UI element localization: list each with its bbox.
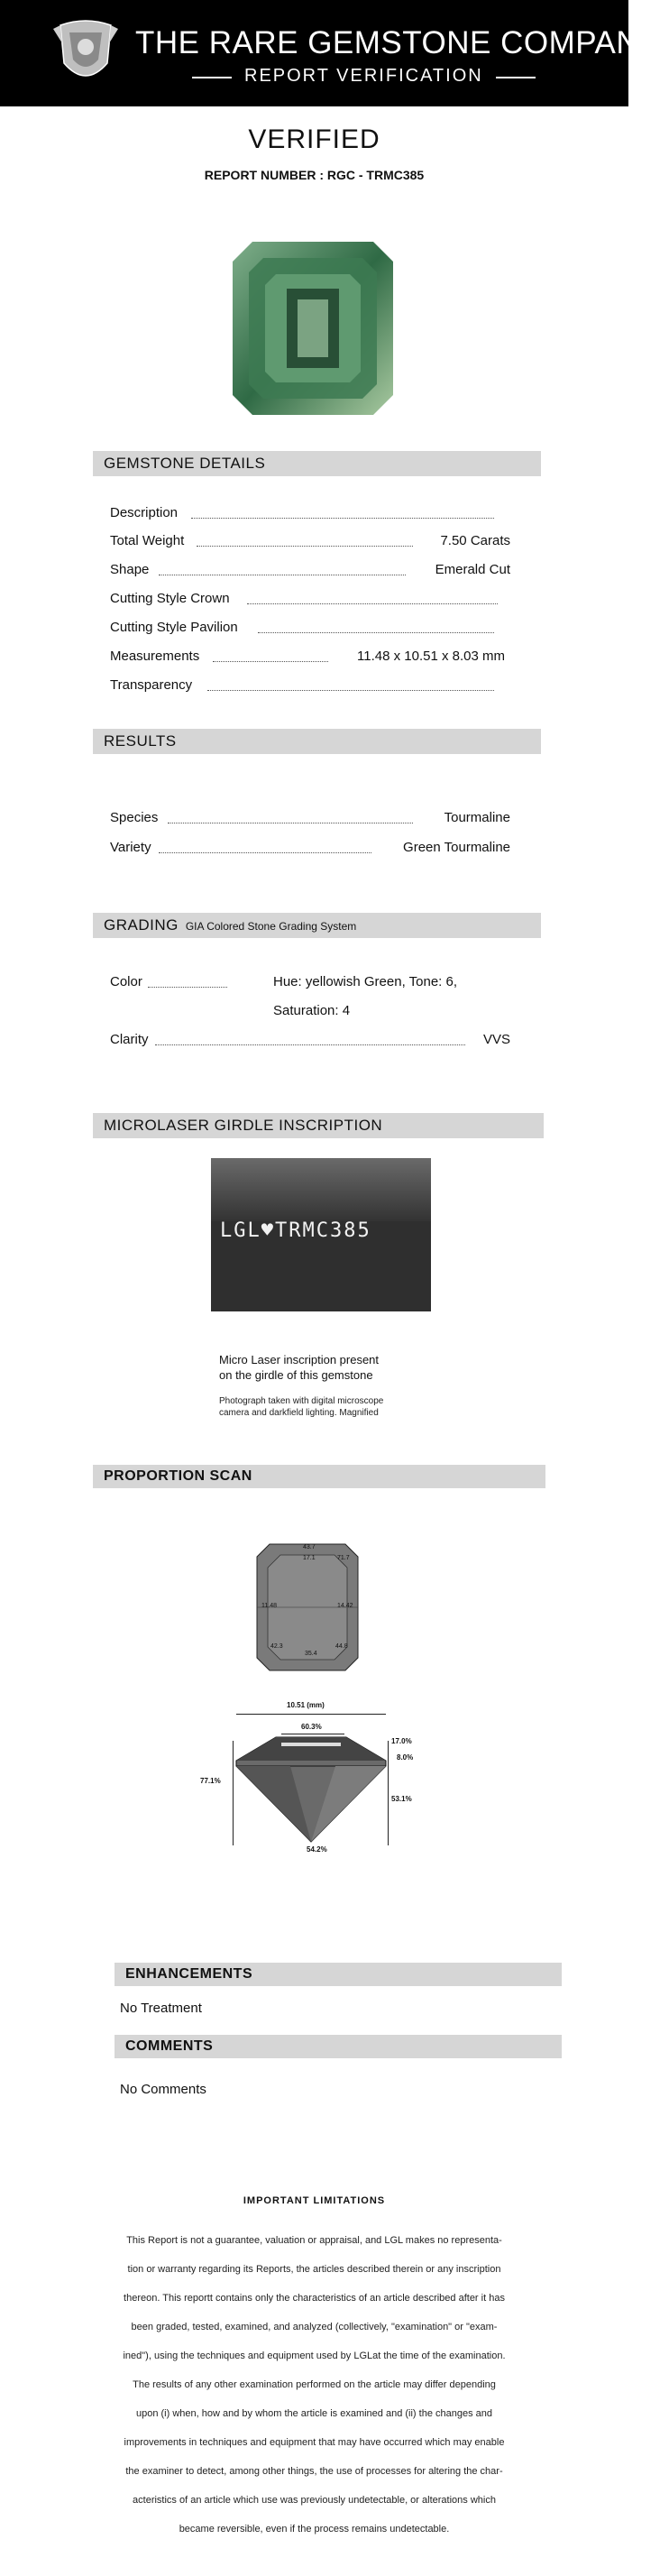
bottom-value-2: 35.4 — [305, 1651, 317, 1657]
leader-dots — [148, 987, 227, 988]
result-value-variety: Green Tourmaline — [403, 840, 510, 855]
limitations-line: tion or warranty regarding its Reports, the articles described therein or any inscription — [127, 2264, 501, 2275]
limitations-line: acteristics of an article which use was previously undetectable, or alterations which — [133, 2495, 496, 2506]
divider — [192, 77, 232, 78]
enhancements-value: No Treatment — [120, 2001, 202, 2016]
detail-label-total-weight: Total Weight — [110, 533, 185, 548]
limitations-line: The results of any other examination performed on the article may differ depending — [133, 2379, 496, 2390]
left-value: 11.48 — [261, 1603, 277, 1609]
leader-dots — [247, 603, 498, 604]
leader-dots — [159, 852, 371, 853]
detail-label-cutting-pavilion: Cutting Style Pavilion — [110, 620, 238, 635]
detail-value-shape: Emerald Cut — [435, 562, 510, 577]
section-proportion-scan: PROPORTION SCAN — [93, 1465, 545, 1488]
width-dimension-line — [236, 1714, 386, 1715]
total-depth-line — [233, 1741, 234, 1845]
limitations-line: thereon. This reportt contains only the characteristics of an article described after it has — [124, 2293, 505, 2304]
section-gemstone-details: GEMSTONE DETAILS — [93, 451, 541, 476]
total-depth-pct: 77.1% — [200, 1777, 221, 1785]
photo-highlight — [211, 1158, 431, 1221]
limitations-title: IMPORTANT LIMITATIONS — [243, 2195, 386, 2206]
inscription-text: LGL♥TRMC385 — [220, 1219, 371, 1242]
grading-system: GIA Colored Stone Grading System — [185, 920, 357, 933]
leader-dots — [197, 546, 413, 547]
limitations-line: This Report is not a guarantee, valuation or appraisal, and LGL makes no representa- — [126, 2235, 502, 2246]
top-value-3: 71.7 — [337, 1555, 350, 1561]
detail-label-measurements: Measurements — [110, 649, 200, 664]
depth-dimension-line — [388, 1741, 389, 1845]
detail-label-cutting-crown: Cutting Style Crown — [110, 591, 230, 606]
crown-pct: 17.0% — [391, 1737, 412, 1745]
limitations-line: became reversible, even if the process remains undetectable. — [179, 2524, 450, 2535]
section-enhancements: ENHANCEMENTS — [115, 1963, 562, 1986]
table-pct: 60.3% — [301, 1723, 322, 1731]
grading-value-clarity: VVS — [482, 1032, 510, 1047]
detail-label-description: Description — [110, 505, 179, 520]
grading-value-color-line2: Saturation: 4 — [273, 1003, 351, 1018]
result-label-species: Species — [110, 810, 159, 825]
inscription-caption-1: Micro Laser inscription present — [219, 1353, 380, 1366]
limitations-text — [87, 2226, 542, 2544]
report-verification-subtitle: REPORT VERIFICATION — [192, 66, 536, 87]
detail-label-shape: Shape — [110, 562, 150, 577]
girdle-pct: 8.0% — [397, 1753, 414, 1762]
inscription-note-1: Photograph taken with digital microscope — [219, 1396, 384, 1406]
top-value-2: 17.1 — [303, 1555, 316, 1561]
inscription-caption-2: on the girdle of this gemstone — [219, 1368, 373, 1382]
proportion-side-profile — [236, 1737, 386, 1845]
detail-value-measurements: 11.48 x 10.51 x 8.03 mm — [357, 649, 505, 664]
company-name: THE RARE GEMSTONE COMPANY™ — [135, 25, 669, 60]
width-label: 10.51 (mm) — [287, 1701, 325, 1709]
crest-logo-icon — [50, 16, 122, 90]
pavilion-pct: 53.1% — [391, 1795, 412, 1803]
detail-label-transparency: Transparency — [110, 677, 193, 693]
limitations-line: ined"), using the techniques and equipment used by LGLat the time of the examination. — [123, 2351, 506, 2361]
leader-dots — [155, 1044, 465, 1045]
detail-value-total-weight: 7.50 Carats — [440, 533, 510, 548]
section-results: RESULTS — [93, 729, 541, 754]
bottom-value-3: 44.8 — [335, 1643, 348, 1650]
gemstone-photo — [233, 242, 393, 415]
grading-label-color: Color — [110, 974, 142, 989]
verified-status: VERIFIED — [248, 124, 380, 154]
inscription-note-2: camera and darkfield lighting. Magnified — [219, 1408, 379, 1418]
leader-dots — [213, 661, 328, 662]
leader-dots — [207, 690, 494, 691]
section-microlaser-inscription: MICROLASER GIRDLE INSCRIPTION — [93, 1113, 544, 1138]
section-grading: GRADING GIA Colored Stone Grading System — [93, 913, 541, 938]
inscription-photo — [211, 1158, 431, 1311]
bottom-value-1: 42.3 — [270, 1643, 283, 1650]
culet-pct: 54.2% — [307, 1845, 327, 1854]
limitations-line: been graded, tested, examined, and analyzed (collectively, "examination" or "exam- — [131, 2322, 498, 2332]
result-label-variety: Variety — [110, 840, 151, 855]
grading-label-clarity: Clarity — [110, 1032, 149, 1047]
limitations-line: upon (i) when, how and by whom the article is examined and (ii) the changes and — [135, 2408, 492, 2419]
top-value-1: 43.7 — [303, 1544, 316, 1550]
grading-value-color-line1: Hue: yellowish Green, Tone: 6, — [273, 974, 458, 989]
section-comments: COMMENTS — [115, 2035, 562, 2058]
limitations-line: the examiner to detect, among other things, the use of processes for altering the char- — [125, 2466, 503, 2477]
leader-dots — [258, 632, 494, 633]
result-value-species: Tourmaline — [444, 810, 510, 825]
right-value: 14.42 — [337, 1603, 353, 1609]
divider — [496, 77, 536, 78]
leader-dots — [191, 518, 494, 519]
report-number: REPORT NUMBER : RGC - TRMC385 — [204, 168, 425, 182]
limitations-line: improvements in techniques and equipment that may have occurred which may enable — [124, 2437, 505, 2448]
comments-value: No Comments — [120, 2082, 206, 2097]
